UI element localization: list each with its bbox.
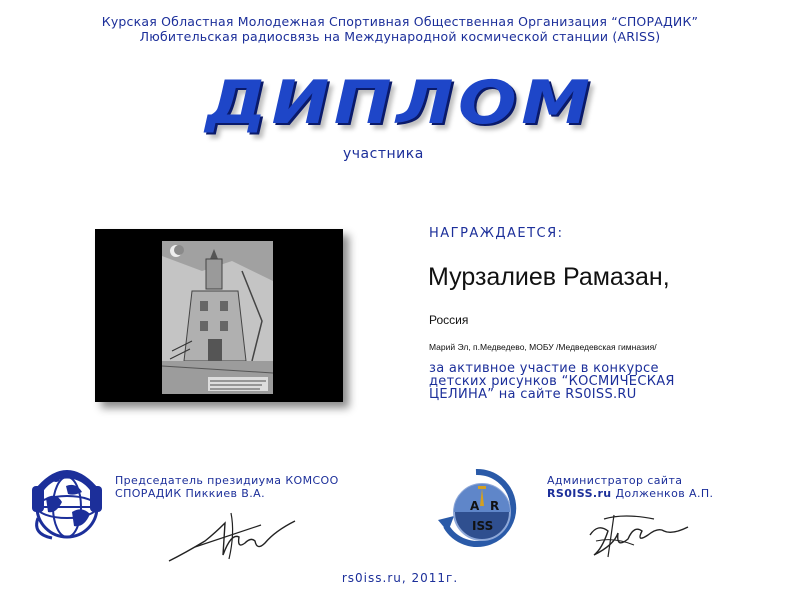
organization-title: Курская Областная Молодежная Спортивная Общественная Организация “СПОРАДИК”	[101, 14, 699, 29]
award-reason-line: ЦЕЛИНА” на сайте RS0ISS.RU	[429, 387, 637, 402]
chairman-name: СПОРАДИК Пиккиев В.А.	[115, 487, 265, 500]
svg-text:A: A	[470, 499, 480, 513]
footer-site-year: rs0iss.ru, 2011г.	[341, 571, 459, 585]
chairman-title: Председатель президиума КОМСОО	[115, 474, 339, 487]
admin-name: Долженков А.П.	[615, 487, 714, 500]
admin-signature-icon	[584, 505, 694, 565]
awarded-label: НАГРАЖДАЕТСЯ:	[429, 226, 564, 241]
globe-headset-logo-icon	[26, 462, 108, 544]
svg-text:ISS: ISS	[472, 519, 494, 533]
child-drawing-image	[162, 241, 273, 394]
recipient-name: Мурзалиев Рамазан,	[428, 263, 670, 291]
diploma-title: ДИПЛОМ	[205, 68, 595, 138]
ariss-logo-icon	[434, 466, 518, 550]
recipient-school: Марий Эл, п.Медведево, МОБУ /Медведевская гимназия/	[429, 342, 657, 352]
drawing-photo	[95, 229, 343, 402]
organization-subtitle: Любительская радиосвязь на Международной космической станции (ARISS)	[139, 29, 661, 44]
participant-label: участника	[343, 146, 424, 162]
admin-name-line	[547, 487, 713, 500]
award-reason-line: за активное участие в конкурсе	[429, 361, 659, 376]
recipient-country: Россия	[429, 313, 469, 327]
chairman-signature-icon	[165, 503, 300, 565]
award-reason-line: детских рисунков “КОСМИЧЕСКАЯ	[429, 374, 675, 389]
admin-site: RS0ISS.ru	[547, 487, 612, 500]
admin-title: Администратор сайта	[547, 474, 683, 487]
svg-text:R: R	[490, 499, 500, 513]
